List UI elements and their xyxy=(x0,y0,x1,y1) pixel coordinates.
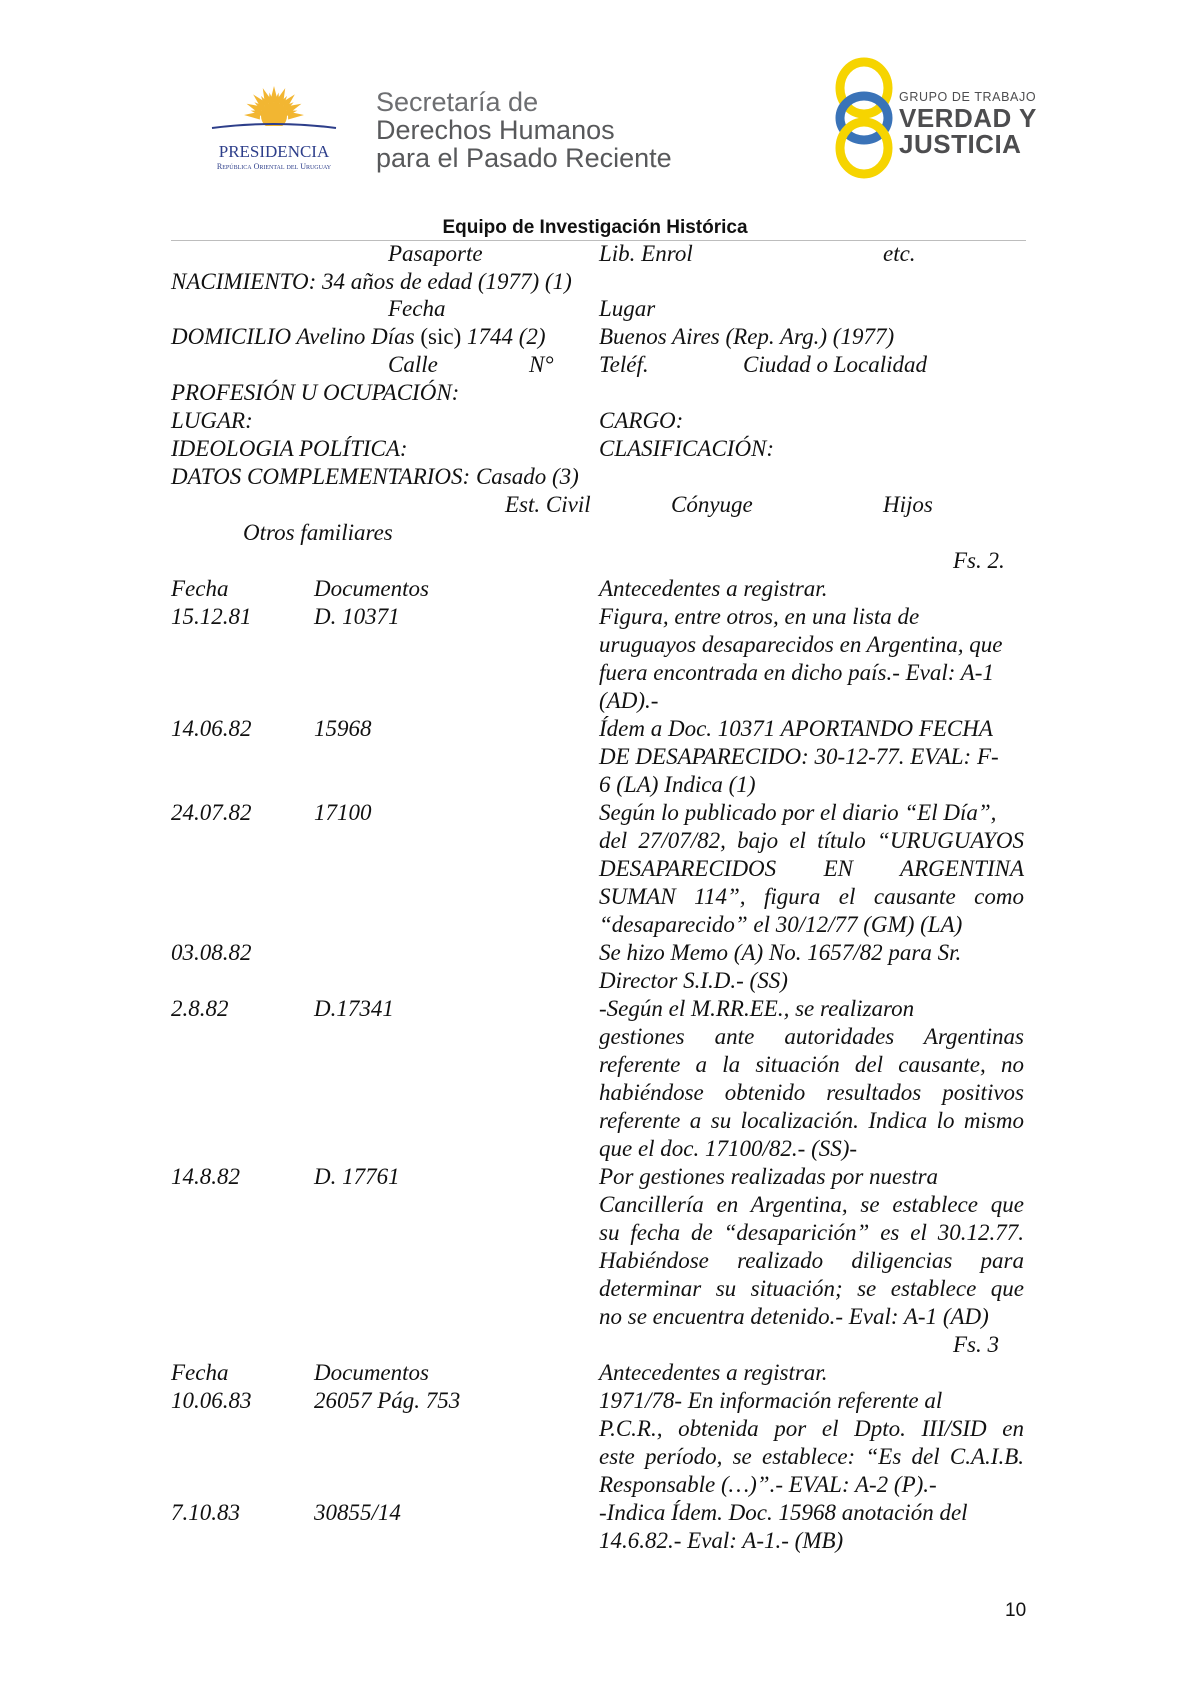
table-row-text: DESAPARECIDOS EN ARGENTINA xyxy=(599,856,1024,881)
table-row-text: su fecha de “desaparición” es el 30.12.77. xyxy=(599,1220,1024,1245)
table-row-text: SUMAN 114”, figura el causante como xyxy=(599,884,1024,909)
table-row-doc: D. 10371 xyxy=(314,604,400,629)
team-heading: Equipo de Investigación Histórica xyxy=(442,217,748,238)
table-row-doc: 17100 xyxy=(314,800,372,825)
table-row-text: referente a la situación del causante, no xyxy=(599,1052,1024,1077)
label-numero: N° xyxy=(529,352,554,377)
table-row-text: referente a su localización. Indica lo mismo xyxy=(599,1108,1024,1133)
table-row-text: Se hizo Memo (A) No. 1657/82 para Sr. xyxy=(599,940,962,965)
table-row-text: -Indica Ídem. Doc. 15968 anotación del xyxy=(599,1500,968,1525)
label-otros-familiares: Otros familiares xyxy=(243,520,393,545)
presidencia-logo xyxy=(198,82,350,174)
table-row-doc: 15968 xyxy=(314,716,372,741)
table1-header-fecha: Fecha xyxy=(171,576,229,601)
table-row-text: “desaparecido” el 30/12/77 (GM) (LA) xyxy=(599,912,963,937)
table-row-doc: 26057 Pág. 753 xyxy=(314,1388,461,1413)
gt-line2: VERDAD Y xyxy=(899,103,1037,133)
table-row-text: Cancillería en Argentina, se establece que xyxy=(599,1192,1024,1217)
table-row-text: 14.6.82.- Eval: A-1.- (MB) xyxy=(599,1528,844,1553)
table-row-text: Figura, entre otros, en una lista de xyxy=(599,604,920,629)
table-row-date: 7.10.83 xyxy=(171,1500,240,1525)
label-ciudad: Ciudad o Localidad xyxy=(743,352,928,377)
table-row-doc: D.17341 xyxy=(314,996,394,1021)
table-row-text: DE DESAPARECIDO: 30-12-77. EVAL: F- xyxy=(599,744,999,769)
rings-emblem-icon xyxy=(820,56,908,180)
table-row-text: no se encuentra detenido.- Eval: A-1 (AD) xyxy=(599,1304,989,1329)
profesion-line: PROFESIÓN U OCUPACIÓN: xyxy=(171,380,460,405)
table-row-date: 10.06.83 xyxy=(171,1388,252,1413)
domicilio-city: Buenos Aires (Rep. Arg.) (1977) xyxy=(599,324,895,349)
label-lib-enrol: Lib. Enrol xyxy=(599,241,693,266)
gt-line3: JUSTICIA xyxy=(899,129,1022,159)
table-row-text: Habiéndose realizado diligencias para xyxy=(599,1248,1024,1273)
label-conyuge: Cónyuge xyxy=(671,492,753,517)
table-row-date: 2.8.82 xyxy=(171,996,229,1021)
domicilio-sic: (sic) xyxy=(420,324,462,349)
table1-header-documentos: Documentos xyxy=(314,576,429,601)
gt-wordmark xyxy=(899,89,1037,157)
table-row-text: Ídem a Doc. 10371 APORTANDO FECHA xyxy=(599,716,993,741)
datos-line: DATOS COMPLEMENTARIOS: Casado (3) xyxy=(171,464,579,489)
table-row-text: habiéndose obtenido resultados positivos xyxy=(599,1080,1024,1105)
table2-header-documentos: Documentos xyxy=(314,1360,429,1385)
cargo-field: CARGO: xyxy=(599,408,684,433)
lugar-field: LUGAR: xyxy=(171,408,253,433)
clasificacion-field: CLASIFICACIÓN: xyxy=(599,436,775,461)
label-fecha: Fecha xyxy=(388,296,446,321)
folio-fs2: Fs. 2. xyxy=(953,548,1005,573)
label-lugar: Lugar xyxy=(599,296,656,321)
table-row-text: Director S.I.D.- (SS) xyxy=(599,968,788,993)
domicilio-text: DOMICILIO Avelino Días xyxy=(171,324,421,349)
table-row-text: Por gestiones realizadas por nuestra xyxy=(599,1164,939,1189)
table1-header-antecedentes: Antecedentes a registrar. xyxy=(599,576,828,601)
table-row-text: P.C.R., obtenida por el Dpto. III/SID en xyxy=(599,1416,1024,1441)
verdad-justicia-logo xyxy=(820,56,908,180)
table-row-date: 14.06.82 xyxy=(171,716,252,741)
table-row-text: uruguayos desaparecidos en Argentina, que xyxy=(599,632,1003,657)
table-row-text: fuera encontrada en dicho país.- Eval: A-1 xyxy=(599,660,994,685)
folio-fs3: Fs. 3 xyxy=(953,1332,999,1357)
nacimiento-line: NACIMIENTO: 34 años de edad (1977) (1) xyxy=(171,269,572,294)
table2-header-fecha: Fecha xyxy=(171,1360,229,1385)
domicilio-number: 1744 (2) xyxy=(461,324,546,349)
domicilio-line xyxy=(171,323,546,351)
table-row-text: Responsable (…)”.- EVAL: A-2 (P).- xyxy=(599,1472,937,1497)
secretaria-line1: Secretaría de xyxy=(376,87,539,117)
table2-header-antecedentes: Antecedentes a registrar. xyxy=(599,1360,828,1385)
label-calle: Calle xyxy=(388,352,438,377)
table-row-text: 1971/78- En información referente al xyxy=(599,1388,943,1413)
table-row-text: Según lo publicado por el diario “El Día”, xyxy=(599,800,997,825)
label-etc: etc. xyxy=(883,241,916,266)
table-row-text: (AD).- xyxy=(599,688,659,713)
page-number: 10 xyxy=(1005,1600,1027,1621)
secretaria-line3: para el Pasado Reciente xyxy=(376,143,672,173)
table-row-text: -Según el M.RR.EE., se realizaron xyxy=(599,996,915,1021)
table-row-text: gestiones ante autoridades Argentinas xyxy=(599,1024,1024,1049)
table-row-date: 14.8.82 xyxy=(171,1164,240,1189)
presidencia-label: PRESIDENCIA xyxy=(218,142,330,161)
republica-label: República Oriental del Uruguay xyxy=(216,162,332,171)
table-row-text: determinar su situación; se establece que xyxy=(599,1276,1024,1301)
table-row-text: que el doc. 17100/82.- (SS)- xyxy=(599,1136,858,1161)
table-row-date: 24.07.82 xyxy=(171,800,252,825)
table-row-date: 15.12.81 xyxy=(171,604,252,629)
secretaria-wordmark xyxy=(376,88,672,172)
label-est-civil: Est. Civil xyxy=(505,492,591,517)
table-row-date: 03.08.82 xyxy=(171,940,252,965)
secretaria-line2: Derechos Humanos xyxy=(376,115,615,145)
ideologia-field: IDEOLOGIA POLÍTICA: xyxy=(171,436,408,461)
label-telef: Teléf. xyxy=(599,352,649,377)
table-row-text: este período, se establece: “Es del C.A.I.B. xyxy=(599,1444,1024,1469)
table-row-text: del 27/07/82, bajo el título “URUGUAYOS xyxy=(599,828,1024,853)
gt-line1: GRUPO DE TRABAJO xyxy=(899,90,1037,104)
label-pasaporte: Pasaporte xyxy=(388,241,483,266)
table-row-doc: D. 17761 xyxy=(314,1164,400,1189)
label-hijos: Hijos xyxy=(883,492,933,517)
table-row-doc: 30855/14 xyxy=(314,1500,401,1525)
table-row-text: 6 (LA) Indica (1) xyxy=(599,772,756,797)
